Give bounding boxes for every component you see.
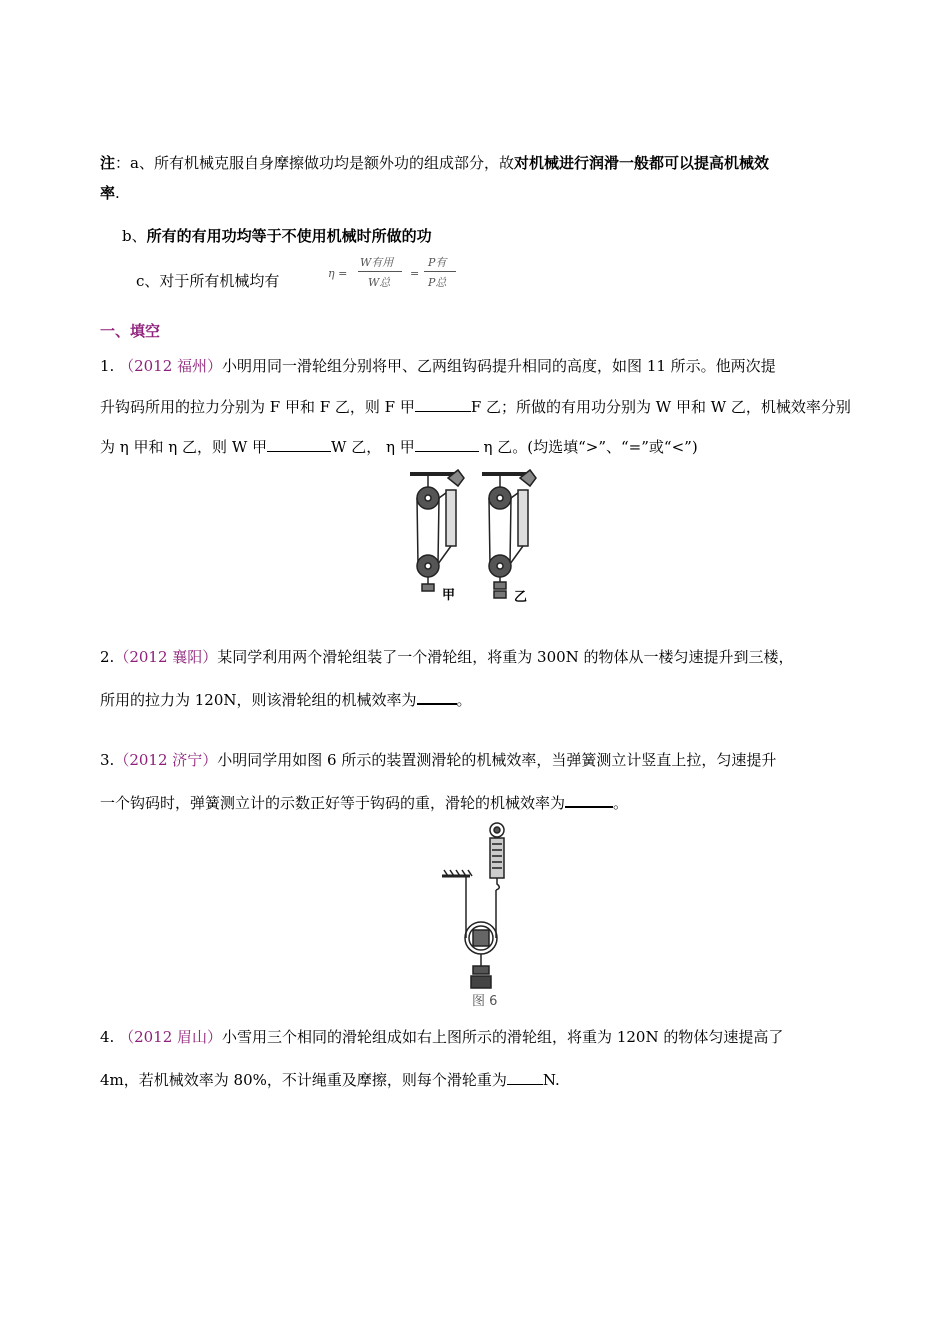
q4-source: （2012 眉山） — [119, 1028, 223, 1046]
note-b — [122, 221, 867, 251]
q1-text3a: 为 η 甲和 η 乙，则 W 甲 — [100, 438, 268, 456]
q4-line1 — [100, 1022, 845, 1052]
q1-line2 — [100, 392, 851, 422]
q1-blank-2[interactable] — [267, 435, 331, 452]
note-a-bold: 对机械进行润滑一般都可以提高机械效 — [513, 154, 769, 172]
q2-num: 2. — [100, 648, 115, 666]
note-b-prefix: b、 — [122, 227, 147, 245]
q3-text1: 小明同学用如图 6 所示的装置测滑轮的机械效率，当弹簧测立计竖直上拉，匀速提升 — [217, 751, 777, 769]
note-c-text: c、对于所有机械均有 — [136, 272, 280, 290]
q4-text2a: 4m，若机械效率为 80%，不计绳重及摩擦，则每个滑轮重为 — [100, 1071, 507, 1089]
q1-line1 — [100, 351, 845, 381]
q1-text1: 小明用同一滑轮组分别将甲、乙两组钩码提升相同的高度，如图 11 所示。他两次提 — [222, 357, 776, 375]
q1-blank-3[interactable] — [415, 435, 479, 452]
formula-w-num: W有用 — [360, 256, 394, 269]
q3-line1 — [100, 745, 845, 775]
note-a-bold2: 率 — [100, 184, 116, 202]
q1-text2b: F 乙；所做的有用功分别为 W 甲和 W 乙，机械效率分别 — [470, 398, 851, 416]
pulley-diagram-icon — [408, 468, 550, 608]
formula-eta: η = — [328, 267, 348, 280]
q3-text2a: 一个钩码时，弹簧测立计的示数正好等于钩码的重，滑轮的机械效率为 — [100, 794, 566, 812]
q3-text2b: 。 — [613, 794, 629, 812]
q4-text2b: N. — [542, 1071, 560, 1089]
formula-p-num: P有 — [428, 256, 447, 269]
q2-line2 — [100, 685, 845, 715]
q4-line2 — [100, 1065, 845, 1095]
formula-p-den: P总 — [428, 276, 447, 289]
q1-text2a: 升钩码所用的拉力分别为 F 甲和 F 乙，则 F 甲 — [100, 398, 415, 416]
q2-blank[interactable] — [417, 687, 457, 705]
spring-scale-pulley-icon — [440, 818, 540, 998]
note-a-text: ：a、所有机械克服自身摩擦做功均是额外功的组成部分，故 — [115, 154, 514, 172]
q2-text1: 某同学利用两个滑轮组装了一个滑轮组，将重为 300N 的物体从一楼匀速提升到三楼， — [217, 648, 794, 666]
note-a-line2 — [100, 178, 845, 208]
q3-line2 — [100, 788, 845, 818]
section-title: 一、填空 — [100, 322, 161, 340]
q2-text2b: 。 — [456, 691, 472, 709]
note-b-bold: 所有的有用功均等于不使用机械时所做的功 — [146, 227, 432, 245]
q2-source: （2012 襄阳） — [114, 648, 218, 666]
q3-num: 3. — [100, 751, 115, 769]
fig6-caption: 图 6 — [472, 994, 498, 1009]
note-label: 注 — [100, 154, 116, 172]
q1-line3 — [100, 432, 845, 462]
note-c — [136, 266, 881, 296]
q2-line1 — [100, 642, 845, 672]
q4-text1: 小雪用三个相同的滑轮组成如右上图所示的滑轮组，将重为 120N 的物体匀速提高了 — [222, 1028, 784, 1046]
q1-source: （2012 福州） — [119, 357, 223, 375]
q3-source: （2012 济宁） — [114, 751, 218, 769]
note-a-line1 — [100, 148, 845, 178]
pulley-figure-1 — [408, 468, 550, 608]
efficiency-formula — [328, 254, 458, 294]
q2-text2a: 所用的拉力为 120N，则该滑轮组的机械效率为 — [100, 691, 417, 709]
formula-eq: = — [410, 267, 420, 280]
q1-text3b: W 乙， η 甲 — [331, 438, 415, 456]
note-a-end: . — [115, 184, 120, 202]
fig-label-jia: 甲 — [442, 588, 456, 603]
q1-num: 1. — [100, 357, 115, 375]
q1-blank-1[interactable] — [415, 395, 471, 412]
q4-blank[interactable] — [507, 1068, 543, 1085]
q1-text3c: η 乙。(均选填“>”、“=”或“<”) — [478, 438, 698, 456]
formula-w-den: W总 — [368, 276, 391, 289]
fig-label-yi: 乙 — [514, 590, 528, 605]
pulley-figure-6 — [440, 818, 540, 1014]
q3-blank[interactable] — [565, 790, 613, 808]
q4-num: 4. — [100, 1028, 115, 1046]
